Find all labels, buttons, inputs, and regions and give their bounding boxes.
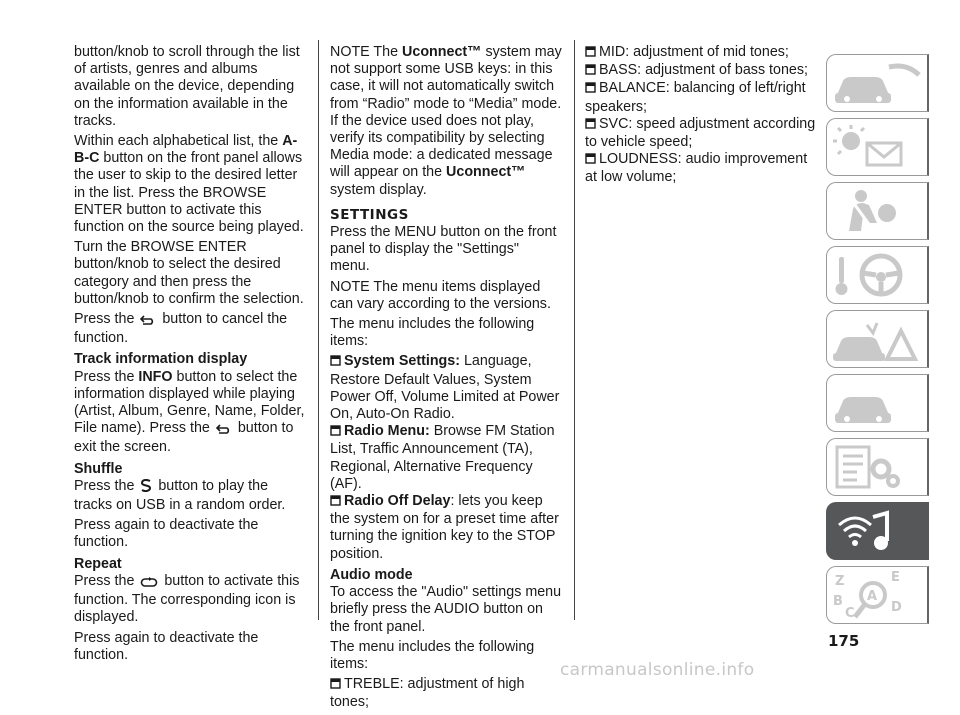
left-column [74, 44, 310, 667]
list-item: Radio Menu: Browse FM Station List, Traffic Announcement (TA), Regional, Alternative Frequency (AF). [330, 423, 555, 492]
tab-servicing[interactable] [826, 374, 929, 432]
paragraph: Press the INFO button to select the information displayed while playing (Artist, Album, Genre, Name, Folder, File name). Press the button to exit the screen. [74, 368, 305, 456]
technical-data-icon [827, 439, 927, 495]
tab-emergency[interactable] [826, 310, 929, 368]
paragraph: Within each alphabetical list, the A-B-C button on the front panel allows the user to skip to the desired letter in the list. Press the BROWSE ENTER button to activate this function on the source being played. [74, 133, 304, 236]
tab-starting-driving[interactable] [826, 246, 929, 304]
paragraph: Press again to deactivate the function. [74, 517, 259, 551]
bullet-icon [330, 354, 343, 371]
page-number: 175 [828, 632, 860, 650]
paragraph: Press the MENU button on the front panel to display the "Settings" menu. [330, 224, 557, 275]
key-steering-wheel-icon [827, 247, 927, 303]
list-item: BASS: adjustment of bass tones; [585, 62, 817, 80]
column-divider [574, 40, 575, 620]
back-icon [140, 313, 156, 330]
heading-shuffle: Shuffle [74, 460, 123, 477]
heading-settings: SETTINGS [330, 206, 409, 223]
car-accident-warning-icon [827, 311, 927, 367]
heading-track-info: Track information display [74, 351, 248, 368]
car-service-icon [827, 375, 927, 431]
bullet-icon [585, 45, 598, 62]
chapter-tabs [826, 54, 928, 630]
index-letter: C [845, 606, 855, 621]
list-item: LOUDNESS: audio improvement at low volume; [585, 151, 808, 186]
tab-technical-data[interactable] [826, 438, 929, 496]
bullet-icon [585, 117, 598, 134]
paragraph: Press the button to activate this function. The corresponding icon is displayed. [74, 572, 300, 626]
middle-column [330, 44, 562, 715]
back-icon [216, 422, 232, 439]
paragraph: button/knob to scroll through the list of artists, genres and albums available on the device, depending on the information available in the tracks. [74, 44, 300, 129]
list-item: SVC: speed adjustment according to vehicle speed; [585, 115, 816, 151]
note: NOTE The menu items displayed can vary according to the versions. [330, 278, 551, 312]
bullet-icon [330, 424, 343, 441]
seatbelt-airbag-icon [827, 183, 927, 239]
bullet-icon [585, 152, 598, 169]
paragraph: Turn the BROWSE ENTER button/knob to select the desired category and then press the button/knob to confirm the selection. [74, 239, 304, 307]
tab-multimedia[interactable] [826, 502, 929, 560]
paragraph: Press again to deactivate the function. [74, 629, 259, 663]
bullet-icon [330, 494, 343, 511]
paragraph: Press the button to play the tracks on USB in a random order. [74, 477, 286, 514]
multimedia-music-icon [827, 503, 927, 559]
index-letter: Z [835, 574, 845, 589]
note: NOTE The Uconnect™ system may not support some USB keys: in this case, it will not automatically switch from “Radio” mode to “Media” mode. If the device used does not play, verify its compatibility by selecting Media mode: a dedicated message will appear on the Uconnect™ system display. [330, 44, 562, 198]
index-letter: E [891, 570, 900, 585]
heading-repeat: Repeat [74, 555, 122, 572]
list-item: MID: adjustment of mid tones; [585, 44, 817, 62]
repeat-icon [140, 575, 158, 592]
index-letter: B [833, 594, 843, 609]
lights-message-icon [827, 119, 927, 175]
tab-lights-messages[interactable] [826, 118, 929, 176]
paragraph: The menu includes the following items: [330, 638, 535, 672]
watermark-footer[interactable]: carmanualsonline.info [560, 660, 755, 680]
heading-audio-mode: Audio mode [330, 566, 413, 583]
tab-dashboard[interactable] [826, 54, 929, 112]
tab-safety[interactable] [826, 182, 929, 240]
list-item: BALANCE: balancing of left/right speakers; [585, 80, 806, 115]
paragraph: Press the button to cancel the function. [74, 311, 288, 347]
list-item: TREBLE: adjustment of high tones; [330, 676, 525, 711]
column-divider [318, 40, 319, 620]
tab-index[interactable] [826, 566, 929, 624]
bullet-icon [585, 81, 598, 98]
paragraph: The menu includes the following items: [330, 316, 535, 350]
shuffle-icon [140, 479, 152, 497]
index-letter: D [891, 600, 902, 615]
right-column [585, 44, 817, 187]
bullet-icon [330, 677, 343, 694]
alphabetical-index-icon [827, 567, 927, 623]
car-dashboard-icon [827, 55, 927, 111]
list-item: Radio Off Delay: lets you keep the system on for a preset time after turning the ignition key to the STOP position. [330, 493, 559, 562]
paragraph: To access the "Audio" settings menu briefly press the AUDIO button on the front panel. [330, 584, 562, 635]
list-item: System Settings: Language, Restore Default Values, System Power Off, Volume Limited at Power On, Auto-On Radio. [330, 353, 560, 423]
index-letter: A [867, 589, 878, 604]
bullet-icon [585, 63, 598, 80]
